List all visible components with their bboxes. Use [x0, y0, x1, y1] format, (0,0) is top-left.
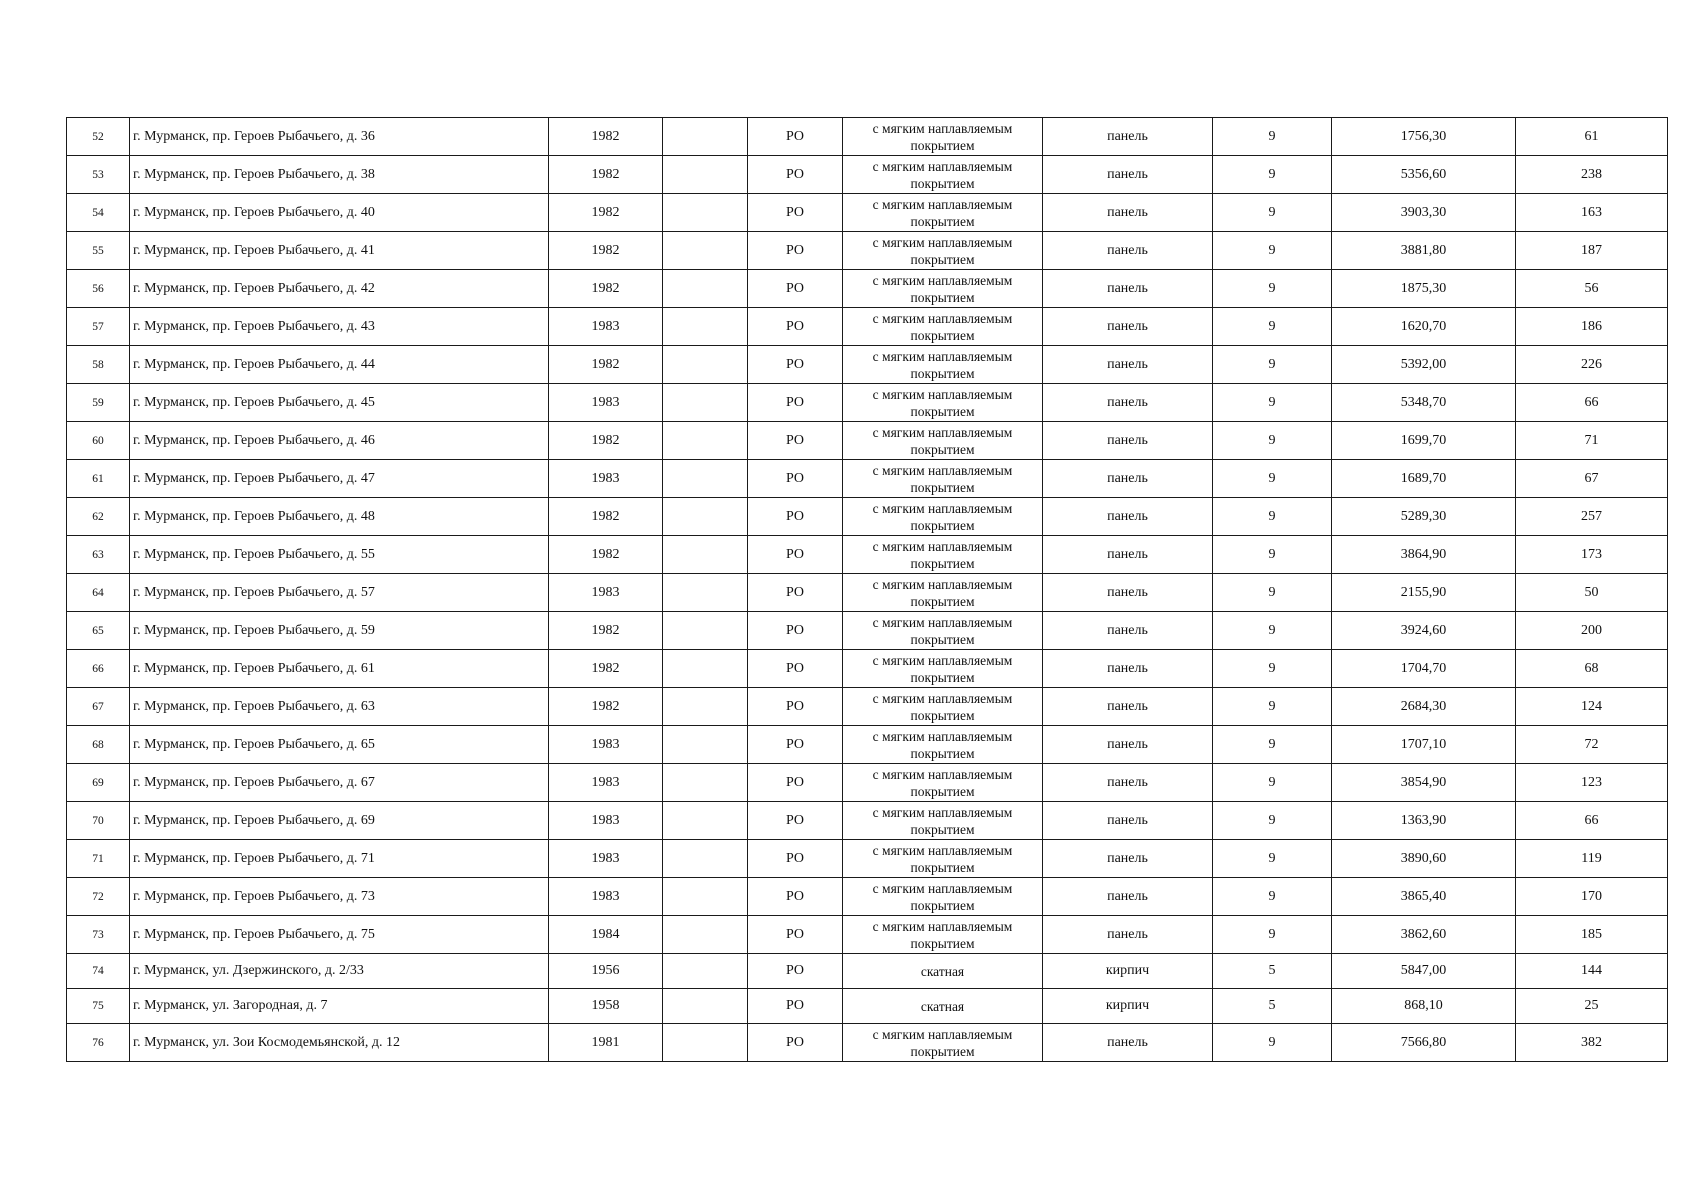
- residents-cell: 66: [1516, 384, 1668, 422]
- floors-cell: 9: [1213, 916, 1332, 954]
- area-cell: 5847,00: [1332, 954, 1516, 989]
- wall-material-cell: панель: [1043, 802, 1213, 840]
- year-built-cell: 1983: [549, 460, 663, 498]
- fund-method-cell: РО: [748, 270, 843, 308]
- roof-type-cell: с мягким наплавляемым покрытием: [843, 726, 1043, 764]
- address-cell: г. Мурманск, пр. Героев Рыбачьего, д. 44: [130, 346, 549, 384]
- empty-cell: [663, 989, 748, 1024]
- wall-material-cell: панель: [1043, 422, 1213, 460]
- row-number-cell: 70: [67, 802, 130, 840]
- empty-cell: [663, 422, 748, 460]
- floors-cell: 9: [1213, 194, 1332, 232]
- table-row: [67, 802, 1668, 840]
- empty-cell: [663, 764, 748, 802]
- year-built-cell: 1982: [549, 270, 663, 308]
- row-number-cell: 74: [67, 954, 130, 989]
- floors-cell: 9: [1213, 536, 1332, 574]
- roof-type-cell: с мягким наплавляемым покрытием: [843, 384, 1043, 422]
- year-built-cell: 1981: [549, 1024, 663, 1062]
- residents-cell: 200: [1516, 612, 1668, 650]
- table-row: [67, 194, 1668, 232]
- roof-type-cell: с мягким наплавляемым покрытием: [843, 764, 1043, 802]
- address-cell: г. Мурманск, пр. Героев Рыбачьего, д. 75: [130, 916, 549, 954]
- address-cell: г. Мурманск, пр. Героев Рыбачьего, д. 61: [130, 650, 549, 688]
- fund-method-cell: РО: [748, 650, 843, 688]
- area-cell: 3890,60: [1332, 840, 1516, 878]
- fund-method-cell: РО: [748, 346, 843, 384]
- address-cell: г. Мурманск, пр. Героев Рыбачьего, д. 47: [130, 460, 549, 498]
- floors-cell: 9: [1213, 688, 1332, 726]
- year-built-cell: 1983: [549, 384, 663, 422]
- wall-material-cell: панель: [1043, 308, 1213, 346]
- roof-type-cell: с мягким наплавляемым покрытием: [843, 422, 1043, 460]
- row-number-cell: 73: [67, 916, 130, 954]
- table-row: [67, 536, 1668, 574]
- floors-cell: 9: [1213, 764, 1332, 802]
- row-number-cell: 67: [67, 688, 130, 726]
- fund-method-cell: РО: [748, 232, 843, 270]
- year-built-cell: 1983: [549, 308, 663, 346]
- year-built-cell: 1982: [549, 688, 663, 726]
- floors-cell: 9: [1213, 422, 1332, 460]
- residents-cell: 226: [1516, 346, 1668, 384]
- roof-type-cell: с мягким наплавляемым покрытием: [843, 536, 1043, 574]
- residents-cell: 71: [1516, 422, 1668, 460]
- residents-cell: 382: [1516, 1024, 1668, 1062]
- wall-material-cell: панель: [1043, 384, 1213, 422]
- fund-method-cell: РО: [748, 1024, 843, 1062]
- wall-material-cell: панель: [1043, 840, 1213, 878]
- table-row: [67, 954, 1668, 989]
- address-cell: г. Мурманск, пр. Героев Рыбачьего, д. 65: [130, 726, 549, 764]
- row-number-cell: 60: [67, 422, 130, 460]
- empty-cell: [663, 688, 748, 726]
- table-row: [67, 989, 1668, 1024]
- address-cell: г. Мурманск, ул. Загородная, д. 7: [130, 989, 549, 1024]
- fund-method-cell: РО: [748, 954, 843, 989]
- fund-method-cell: РО: [748, 802, 843, 840]
- roof-type-cell: с мягким наплавляемым покрытием: [843, 118, 1043, 156]
- table-row: [67, 232, 1668, 270]
- floors-cell: 9: [1213, 878, 1332, 916]
- row-number-cell: 56: [67, 270, 130, 308]
- address-cell: г. Мурманск, ул. Зои Космодемьянской, д. 12: [130, 1024, 549, 1062]
- row-number-cell: 54: [67, 194, 130, 232]
- row-number-cell: 69: [67, 764, 130, 802]
- area-cell: 3864,90: [1332, 536, 1516, 574]
- fund-method-cell: РО: [748, 726, 843, 764]
- roof-type-cell: с мягким наплавляемым покрытием: [843, 232, 1043, 270]
- empty-cell: [663, 574, 748, 612]
- floors-cell: 9: [1213, 460, 1332, 498]
- area-cell: 2684,30: [1332, 688, 1516, 726]
- wall-material-cell: панель: [1043, 612, 1213, 650]
- year-built-cell: 1983: [549, 764, 663, 802]
- wall-material-cell: панель: [1043, 688, 1213, 726]
- residents-cell: 66: [1516, 802, 1668, 840]
- table-row: [67, 384, 1668, 422]
- address-cell: г. Мурманск, пр. Героев Рыбачьего, д. 63: [130, 688, 549, 726]
- area-cell: 3881,80: [1332, 232, 1516, 270]
- area-cell: 1699,70: [1332, 422, 1516, 460]
- fund-method-cell: РО: [748, 498, 843, 536]
- table-row: [67, 688, 1668, 726]
- table-row: [67, 878, 1668, 916]
- year-built-cell: 1982: [549, 422, 663, 460]
- address-cell: г. Мурманск, пр. Героев Рыбачьего, д. 42: [130, 270, 549, 308]
- wall-material-cell: панель: [1043, 650, 1213, 688]
- floors-cell: 9: [1213, 1024, 1332, 1062]
- roof-type-cell: с мягким наплавляемым покрытием: [843, 878, 1043, 916]
- table-row: [67, 650, 1668, 688]
- floors-cell: 9: [1213, 802, 1332, 840]
- empty-cell: [663, 194, 748, 232]
- roof-type-cell: с мягким наплавляемым покрытием: [843, 840, 1043, 878]
- area-cell: 1689,70: [1332, 460, 1516, 498]
- year-built-cell: 1982: [549, 346, 663, 384]
- year-built-cell: 1982: [549, 650, 663, 688]
- roof-type-cell: с мягким наплавляемым покрытием: [843, 688, 1043, 726]
- residents-cell: 187: [1516, 232, 1668, 270]
- area-cell: 3862,60: [1332, 916, 1516, 954]
- year-built-cell: 1982: [549, 194, 663, 232]
- wall-material-cell: панель: [1043, 878, 1213, 916]
- residents-cell: 238: [1516, 156, 1668, 194]
- wall-material-cell: панель: [1043, 346, 1213, 384]
- fund-method-cell: РО: [748, 194, 843, 232]
- wall-material-cell: панель: [1043, 536, 1213, 574]
- wall-material-cell: панель: [1043, 270, 1213, 308]
- floors-cell: 9: [1213, 574, 1332, 612]
- row-number-cell: 72: [67, 878, 130, 916]
- roof-type-cell: с мягким наплавляемым покрытием: [843, 650, 1043, 688]
- wall-material-cell: панель: [1043, 156, 1213, 194]
- year-built-cell: 1982: [549, 232, 663, 270]
- year-built-cell: 1982: [549, 498, 663, 536]
- residents-cell: 173: [1516, 536, 1668, 574]
- wall-material-cell: кирпич: [1043, 989, 1213, 1024]
- table-row: [67, 764, 1668, 802]
- empty-cell: [663, 270, 748, 308]
- fund-method-cell: РО: [748, 612, 843, 650]
- row-number-cell: 65: [67, 612, 130, 650]
- residents-cell: 123: [1516, 764, 1668, 802]
- empty-cell: [663, 802, 748, 840]
- empty-cell: [663, 612, 748, 650]
- address-cell: г. Мурманск, ул. Дзержинского, д. 2/33: [130, 954, 549, 989]
- fund-method-cell: РО: [748, 989, 843, 1024]
- row-number-cell: 63: [67, 536, 130, 574]
- row-number-cell: 71: [67, 840, 130, 878]
- wall-material-cell: панель: [1043, 194, 1213, 232]
- year-built-cell: 1983: [549, 726, 663, 764]
- fund-method-cell: РО: [748, 764, 843, 802]
- wall-material-cell: панель: [1043, 726, 1213, 764]
- year-built-cell: 1982: [549, 612, 663, 650]
- row-number-cell: 58: [67, 346, 130, 384]
- address-cell: г. Мурманск, пр. Героев Рыбачьего, д. 71: [130, 840, 549, 878]
- wall-material-cell: панель: [1043, 916, 1213, 954]
- row-number-cell: 66: [67, 650, 130, 688]
- fund-method-cell: РО: [748, 384, 843, 422]
- area-cell: 7566,80: [1332, 1024, 1516, 1062]
- area-cell: 1704,70: [1332, 650, 1516, 688]
- table-row: [67, 840, 1668, 878]
- roof-type-cell: с мягким наплавляемым покрытием: [843, 194, 1043, 232]
- address-cell: г. Мурманск, пр. Героев Рыбачьего, д. 59: [130, 612, 549, 650]
- address-cell: г. Мурманск, пр. Героев Рыбачьего, д. 55: [130, 536, 549, 574]
- year-built-cell: 1983: [549, 574, 663, 612]
- address-cell: г. Мурманск, пр. Героев Рыбачьего, д. 57: [130, 574, 549, 612]
- wall-material-cell: панель: [1043, 498, 1213, 536]
- empty-cell: [663, 384, 748, 422]
- roof-type-cell: скатная: [843, 954, 1043, 989]
- floors-cell: 9: [1213, 156, 1332, 194]
- roof-type-cell: с мягким наплавляемым покрытием: [843, 916, 1043, 954]
- residents-cell: 61: [1516, 118, 1668, 156]
- area-cell: 3854,90: [1332, 764, 1516, 802]
- year-built-cell: 1982: [549, 536, 663, 574]
- area-cell: 5348,70: [1332, 384, 1516, 422]
- fund-method-cell: РО: [748, 840, 843, 878]
- table-row: [67, 726, 1668, 764]
- address-cell: г. Мурманск, пр. Героев Рыбачьего, д. 40: [130, 194, 549, 232]
- address-cell: г. Мурманск, пр. Героев Рыбачьего, д. 45: [130, 384, 549, 422]
- roof-type-cell: с мягким наплавляемым покрытием: [843, 612, 1043, 650]
- area-cell: 868,10: [1332, 989, 1516, 1024]
- area-cell: 1620,70: [1332, 308, 1516, 346]
- area-cell: 5356,60: [1332, 156, 1516, 194]
- address-cell: г. Мурманск, пр. Героев Рыбачьего, д. 73: [130, 878, 549, 916]
- area-cell: 5289,30: [1332, 498, 1516, 536]
- area-cell: 3924,60: [1332, 612, 1516, 650]
- table-row: [67, 270, 1668, 308]
- floors-cell: 9: [1213, 840, 1332, 878]
- roof-type-cell: с мягким наплавляемым покрытием: [843, 270, 1043, 308]
- fund-method-cell: РО: [748, 878, 843, 916]
- empty-cell: [663, 118, 748, 156]
- empty-cell: [663, 878, 748, 916]
- empty-cell: [663, 840, 748, 878]
- residents-cell: 144: [1516, 954, 1668, 989]
- floors-cell: 9: [1213, 612, 1332, 650]
- empty-cell: [663, 726, 748, 764]
- residents-cell: 257: [1516, 498, 1668, 536]
- roof-type-cell: скатная: [843, 989, 1043, 1024]
- residents-cell: 72: [1516, 726, 1668, 764]
- empty-cell: [663, 1024, 748, 1062]
- residents-cell: 25: [1516, 989, 1668, 1024]
- year-built-cell: 1983: [549, 840, 663, 878]
- table-body: [67, 118, 1668, 1062]
- year-built-cell: 1984: [549, 916, 663, 954]
- floors-cell: 9: [1213, 118, 1332, 156]
- address-cell: г. Мурманск, пр. Героев Рыбачьего, д. 41: [130, 232, 549, 270]
- residents-cell: 68: [1516, 650, 1668, 688]
- table-row: [67, 916, 1668, 954]
- row-number-cell: 57: [67, 308, 130, 346]
- address-cell: г. Мурманск, пр. Героев Рыбачьего, д. 38: [130, 156, 549, 194]
- address-cell: г. Мурманск, пр. Героев Рыбачьего, д. 67: [130, 764, 549, 802]
- floors-cell: 9: [1213, 270, 1332, 308]
- empty-cell: [663, 346, 748, 384]
- wall-material-cell: панель: [1043, 574, 1213, 612]
- fund-method-cell: РО: [748, 118, 843, 156]
- row-number-cell: 61: [67, 460, 130, 498]
- area-cell: 1875,30: [1332, 270, 1516, 308]
- year-built-cell: 1983: [549, 802, 663, 840]
- residents-cell: 67: [1516, 460, 1668, 498]
- table-row: [67, 574, 1668, 612]
- residents-cell: 163: [1516, 194, 1668, 232]
- year-built-cell: 1982: [549, 156, 663, 194]
- floors-cell: 9: [1213, 650, 1332, 688]
- area-cell: 1756,30: [1332, 118, 1516, 156]
- roof-type-cell: с мягким наплавляемым покрытием: [843, 346, 1043, 384]
- empty-cell: [663, 156, 748, 194]
- area-cell: 3865,40: [1332, 878, 1516, 916]
- roof-type-cell: с мягким наплавляемым покрытием: [843, 498, 1043, 536]
- empty-cell: [663, 536, 748, 574]
- table-row: [67, 498, 1668, 536]
- floors-cell: 9: [1213, 384, 1332, 422]
- roof-type-cell: с мягким наплавляемым покрытием: [843, 460, 1043, 498]
- floors-cell: 9: [1213, 232, 1332, 270]
- year-built-cell: 1958: [549, 989, 663, 1024]
- floors-cell: 9: [1213, 346, 1332, 384]
- area-cell: 5392,00: [1332, 346, 1516, 384]
- fund-method-cell: РО: [748, 422, 843, 460]
- residents-cell: 124: [1516, 688, 1668, 726]
- table-row: [67, 118, 1668, 156]
- residents-cell: 50: [1516, 574, 1668, 612]
- row-number-cell: 55: [67, 232, 130, 270]
- floors-cell: 5: [1213, 989, 1332, 1024]
- floors-cell: 9: [1213, 308, 1332, 346]
- housing-registry-table: [66, 117, 1668, 1062]
- row-number-cell: 62: [67, 498, 130, 536]
- residents-cell: 170: [1516, 878, 1668, 916]
- floors-cell: 5: [1213, 954, 1332, 989]
- area-cell: 3903,30: [1332, 194, 1516, 232]
- wall-material-cell: панель: [1043, 460, 1213, 498]
- address-cell: г. Мурманск, пр. Героев Рыбачьего, д. 48: [130, 498, 549, 536]
- year-built-cell: 1956: [549, 954, 663, 989]
- area-cell: 2155,90: [1332, 574, 1516, 612]
- wall-material-cell: панель: [1043, 764, 1213, 802]
- fund-method-cell: РО: [748, 460, 843, 498]
- table-row: [67, 422, 1668, 460]
- residents-cell: 186: [1516, 308, 1668, 346]
- table-row: [67, 156, 1668, 194]
- empty-cell: [663, 954, 748, 989]
- wall-material-cell: панель: [1043, 118, 1213, 156]
- roof-type-cell: с мягким наплавляемым покрытием: [843, 1024, 1043, 1062]
- row-number-cell: 68: [67, 726, 130, 764]
- row-number-cell: 64: [67, 574, 130, 612]
- row-number-cell: 52: [67, 118, 130, 156]
- table-row: [67, 346, 1668, 384]
- floors-cell: 9: [1213, 498, 1332, 536]
- roof-type-cell: с мягким наплавляемым покрытием: [843, 308, 1043, 346]
- year-built-cell: 1983: [549, 878, 663, 916]
- fund-method-cell: РО: [748, 574, 843, 612]
- residents-cell: 185: [1516, 916, 1668, 954]
- empty-cell: [663, 308, 748, 346]
- area-cell: 1707,10: [1332, 726, 1516, 764]
- address-cell: г. Мурманск, пр. Героев Рыбачьего, д. 36: [130, 118, 549, 156]
- address-cell: г. Мурманск, пр. Героев Рыбачьего, д. 69: [130, 802, 549, 840]
- wall-material-cell: кирпич: [1043, 954, 1213, 989]
- roof-type-cell: с мягким наплавляемым покрытием: [843, 574, 1043, 612]
- fund-method-cell: РО: [748, 536, 843, 574]
- roof-type-cell: с мягким наплавляемым покрытием: [843, 802, 1043, 840]
- residents-cell: 119: [1516, 840, 1668, 878]
- empty-cell: [663, 916, 748, 954]
- empty-cell: [663, 498, 748, 536]
- row-number-cell: 59: [67, 384, 130, 422]
- empty-cell: [663, 232, 748, 270]
- residents-cell: 56: [1516, 270, 1668, 308]
- fund-method-cell: РО: [748, 916, 843, 954]
- wall-material-cell: панель: [1043, 1024, 1213, 1062]
- table-row: [67, 460, 1668, 498]
- empty-cell: [663, 650, 748, 688]
- address-cell: г. Мурманск, пр. Героев Рыбачьего, д. 46: [130, 422, 549, 460]
- floors-cell: 9: [1213, 726, 1332, 764]
- roof-type-cell: с мягким наплавляемым покрытием: [843, 156, 1043, 194]
- address-cell: г. Мурманск, пр. Героев Рыбачьего, д. 43: [130, 308, 549, 346]
- row-number-cell: 75: [67, 989, 130, 1024]
- fund-method-cell: РО: [748, 156, 843, 194]
- year-built-cell: 1982: [549, 118, 663, 156]
- table-row: [67, 1024, 1668, 1062]
- table-row: [67, 612, 1668, 650]
- fund-method-cell: РО: [748, 688, 843, 726]
- table-row: [67, 308, 1668, 346]
- area-cell: 1363,90: [1332, 802, 1516, 840]
- empty-cell: [663, 460, 748, 498]
- fund-method-cell: РО: [748, 308, 843, 346]
- row-number-cell: 53: [67, 156, 130, 194]
- wall-material-cell: панель: [1043, 232, 1213, 270]
- row-number-cell: 76: [67, 1024, 130, 1062]
